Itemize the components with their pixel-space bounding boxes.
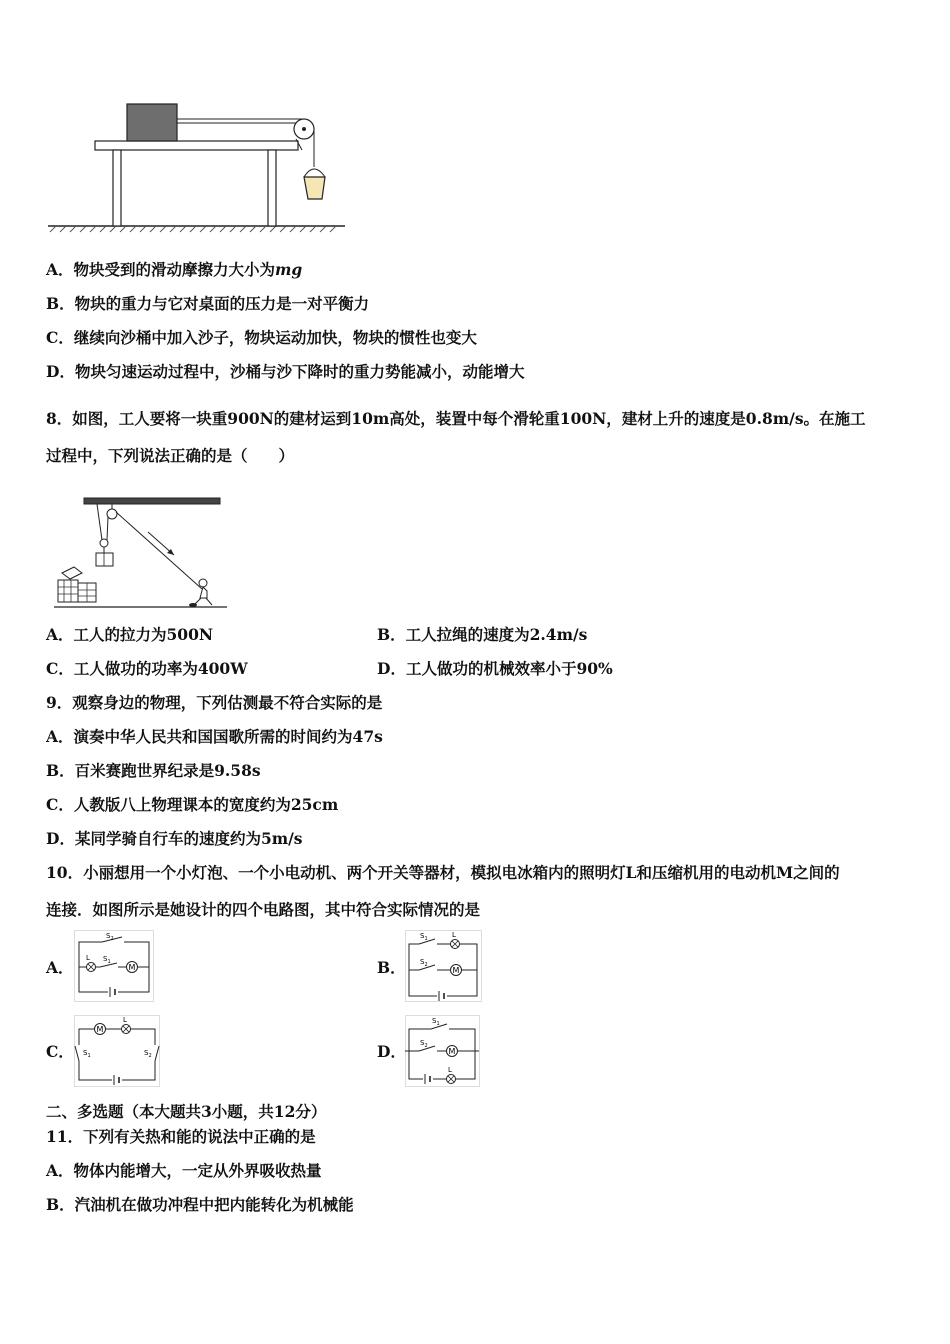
q11-option-b: B．汽油机在做功冲程中把内能转化为机械能	[46, 1195, 354, 1214]
q7-figure	[40, 95, 360, 240]
q7-option-d: D．物块匀速运动过程中，沙桶与沙下降时的重力势能减小，动能增大	[46, 362, 525, 381]
q8-option-d: D．工人做功的机械效率小于90%	[377, 659, 613, 678]
circuit-d-m-label: M	[448, 1047, 456, 1056]
q9-option-b: B．百米赛跑世界纪录是9.58s	[46, 761, 261, 780]
q10-stem-line1: 10．小丽想用一个小灯泡、一个小电动机、两个开关等器材，模拟电冰箱内的照明灯L和压缩机用的电动机M之间的	[46, 863, 840, 882]
q11-stem: 11．下列有关热和能的说法中正确的是	[46, 1127, 316, 1146]
section2-title: 二、多选题（本大题共3小题，共12分）	[46, 1102, 327, 1121]
q10-option-c-letter: C．	[46, 1042, 74, 1061]
q7-option-a: A．物块受到的滑动摩擦力大小为mg	[46, 260, 303, 279]
pulley-worker-diagram	[52, 495, 232, 613]
q9-option-c: C．人教版八上物理课本的宽度约为25cm	[46, 795, 339, 814]
q8-figure	[52, 495, 232, 613]
q9-stem: 9．观察身边的物理，下列估测最不符合实际的是	[46, 693, 383, 712]
q7-option-b: B．物块的重力与它对桌面的压力是一对平衡力	[46, 294, 370, 313]
circuit-c-l-label: L	[123, 1016, 127, 1024]
circuit-d-s2-label: $S_2$	[420, 1039, 428, 1049]
q10-option-a-letter: A．	[46, 958, 74, 977]
q8-stem-line1: 8．如图，工人要将一块重900N的建材运到10m高处，装置中每个滑轮重100N，建材上升的速度是0.8m/s。在施工	[46, 409, 866, 428]
q9-option-d: D．某同学骑自行车的速度约为5m/s	[46, 829, 303, 848]
circuit-c-s1-label: $S_1$	[83, 1049, 91, 1059]
q10-option-b-letter: B．	[377, 958, 406, 977]
circuit-d-l-label: L	[448, 1066, 452, 1074]
q10-stem-line2: 连接．如图所示是她设计的四个电路图，其中符合实际情况的是	[46, 900, 481, 919]
circuit-a-s1-label: $S_1$	[103, 955, 111, 965]
q8-option-c: C．工人做功的功率为400W	[46, 659, 248, 678]
table-pulley-diagram	[40, 95, 360, 240]
q9-option-a: A．演奏中华人民共和国国歌所需的时间约为47s	[46, 727, 383, 746]
q8-option-a: A．工人的拉力为500N	[46, 625, 214, 644]
circuit-a-s2-label: $S_2$	[106, 932, 114, 942]
circuit-b-m-label: M	[452, 966, 460, 975]
circuit-a-m-label: M	[128, 963, 136, 972]
circuit-b-l-label: L	[452, 931, 456, 939]
q10-option-d-letter: D．	[377, 1042, 406, 1061]
circuit-b-s2-label: $S_2$	[420, 958, 428, 968]
circuit-d-s1-label: $S_1$	[432, 1017, 440, 1027]
circuit-b-s1-label: $S_1$	[420, 932, 428, 942]
q7-option-c: C．继续向沙桶中加入沙子，物块运动加快，物块的惯性也变大	[46, 328, 477, 347]
circuit-d	[405, 1015, 480, 1087]
circuit-c-m-label: M	[96, 1025, 104, 1034]
circuit-c	[74, 1015, 160, 1087]
q8-option-b: B．工人拉绳的速度为2.4m/s	[377, 625, 588, 644]
q11-option-a: A．物体内能增大，一定从外界吸收热量	[46, 1161, 322, 1180]
circuit-c-s2-label: $S_2$	[144, 1049, 152, 1059]
circuit-b	[405, 930, 482, 1002]
q8-stem-line2: 过程中，下列说法正确的是（ ）	[46, 446, 295, 465]
q7-option-a-variable: mg	[275, 260, 303, 279]
circuit-a	[74, 930, 154, 1002]
circuit-a-l-label: L	[86, 954, 90, 962]
